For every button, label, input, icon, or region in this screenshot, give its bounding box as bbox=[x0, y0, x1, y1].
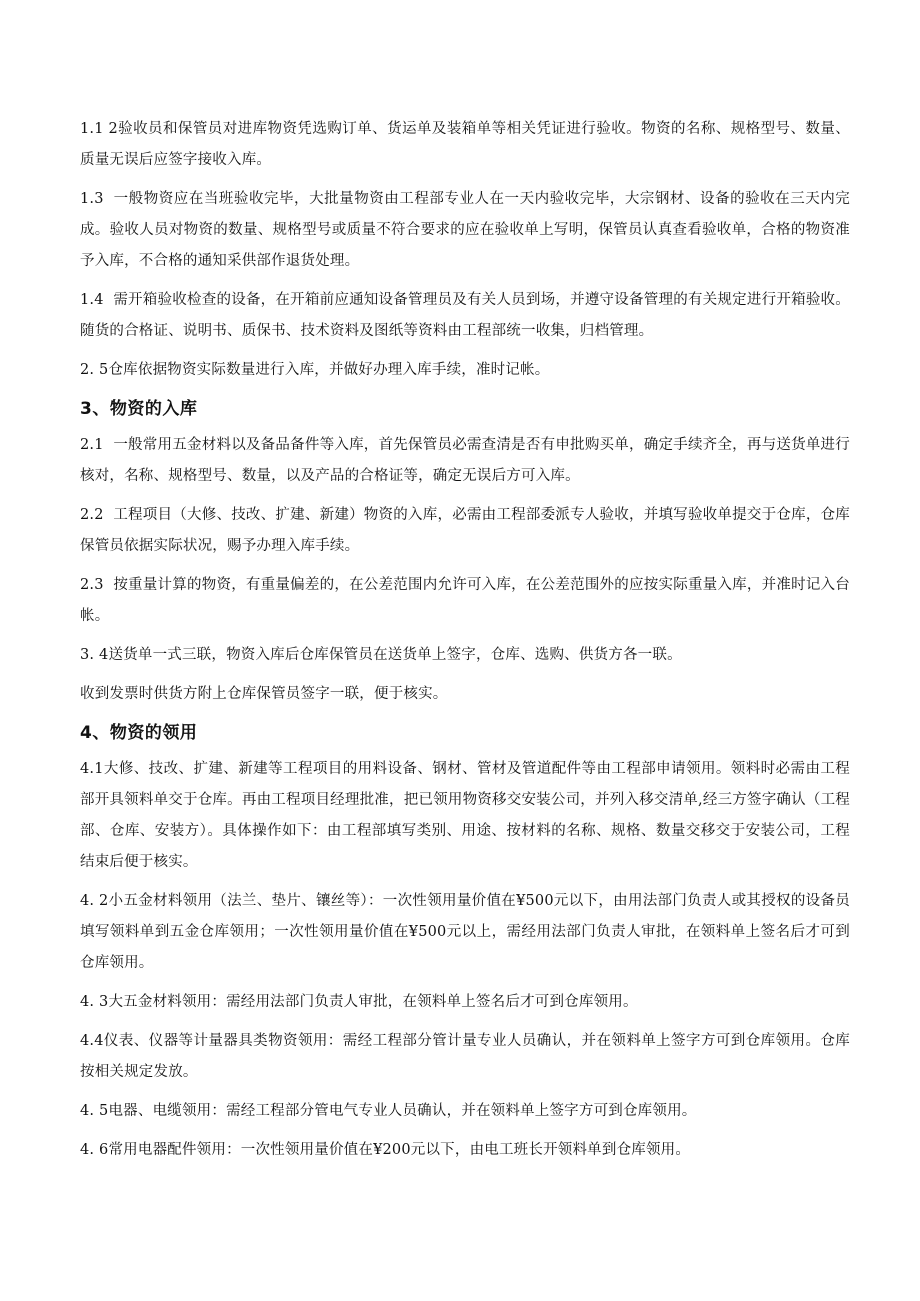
document-body bbox=[80, 114, 850, 1174]
paragraph-1-3 bbox=[80, 184, 850, 277]
paragraph-4-5 bbox=[80, 1096, 850, 1127]
paragraph-text: 工程项目（大修、技改、扩建、新建）物资的入库，必需由工程部委派专人验收，并填写验收单提交于仓库，仓库保管员依据实际状况，赐予办理入库手续。 bbox=[80, 507, 850, 554]
paragraph-3-4 bbox=[80, 640, 850, 671]
paragraph-text: 电器、电缆领用：需经工程部分管电气专业人员确认，并在领料单上签字方可到仓库领用。 bbox=[108, 1103, 697, 1119]
paragraph-number: 4. 2 bbox=[80, 893, 109, 909]
paragraph-number: 3. 4 bbox=[80, 647, 109, 663]
paragraph-4-4 bbox=[80, 1026, 850, 1088]
paragraph-text: 一般常用五金材料以及备品备件等入库，首先保管员必需查清是否有申批购买单，确定手续齐全，再与送货单进行核对，名称、规格型号、数量，以及产品的合格证等，确定无误后方可入库。 bbox=[80, 437, 850, 484]
paragraph-2-3 bbox=[80, 570, 850, 632]
paragraph-text: 仓库依据物资实际数量进行入库，并做好办理入库手续，准时记帐。 bbox=[108, 362, 550, 378]
paragraph-text: 大修、技改、扩建、新建等工程项目的用料设备、钢材、管材及管道配件等由工程部申请领用。领料时必需由工程部开具领料单交于仓库。再由工程项目经理批准，把已领用物资移交安装公司，并列入移交清单,经三方签字确认（工程部、仓库、安装方）。具体操作如下：由工程部填写类别、用途、按材料的名称、规格、数量交移交于安装公司，工程结束后便于核实。 bbox=[80, 761, 850, 870]
paragraph-number: 4.4 bbox=[80, 1033, 104, 1049]
paragraph-number: 2.3 bbox=[80, 577, 109, 593]
section-number: 3 bbox=[80, 399, 93, 419]
section-number: 4 bbox=[80, 723, 93, 743]
section-heading-4 bbox=[80, 718, 850, 748]
paragraph-text: 大五金材料领用：需经用法部门负责人审批，在领料单上签名后才可到仓库领用。 bbox=[108, 994, 638, 1010]
paragraph-number: 4. 5 bbox=[80, 1103, 109, 1119]
paragraph-4-3 bbox=[80, 987, 850, 1018]
paragraph-number: 4. 3 bbox=[80, 994, 109, 1010]
paragraph-text: 小五金材料领用（法兰、垫片、镶丝等）：一次性领用量价值在¥500元以下，由用法部门负责人或其授权的设备员填写领料单到五金仓库领用；一次性领用量价值在¥500元以上，需经用法部门负责人审批，在领料单上签名后才可到仓库领用。 bbox=[80, 893, 850, 971]
paragraph-number: 4. 6 bbox=[80, 1142, 109, 1158]
paragraph-2-1 bbox=[80, 430, 850, 492]
paragraph-number: 2.2 bbox=[80, 507, 109, 523]
paragraph-text: 按重量计算的物资，有重量偏差的，在公差范围内允许可入库，在公差范围外的应按实际重量入库，并准时记入台帐。 bbox=[80, 577, 850, 624]
paragraph-4-2 bbox=[80, 886, 850, 979]
section-heading-3 bbox=[80, 394, 850, 424]
paragraph-text: 需开箱验收检查的设备，在开箱前应通知设备管理员及有关人员到场，并遵守设备管理的有关规定进行开箱验收。随货的合格证、说明书、质保书、技术资料及图纸等资料由工程部统一收集，归档管理。 bbox=[80, 292, 850, 339]
paragraph-text: 仪表、仪器等计量器具类物资领用：需经工程部分管计量专业人员确认，并在领料单上签字方可到仓库领用。仓库按相关规定发放。 bbox=[80, 1033, 850, 1080]
paragraph-text: 验收员和保管员对进库物资凭选购订单、货运单及装箱单等相关凭证进行验收。物资的名称、规格型号、数量、质量无误后应签字接收入库。 bbox=[80, 121, 850, 168]
paragraph-4-1 bbox=[80, 754, 850, 878]
paragraph-2-2 bbox=[80, 500, 850, 562]
paragraph-number: 1.4 bbox=[80, 292, 109, 308]
paragraph-number: 1.1 2 bbox=[80, 121, 118, 137]
paragraph-1-1-2 bbox=[80, 114, 850, 176]
paragraph-number: 1.3 bbox=[80, 191, 109, 207]
paragraph-text: 一般物资应在当班验收完毕，大批量物资由工程部专业人在一天内验收完毕，大宗钢材、设备的验收在三天内完成。验收人员对物资的数量、规格型号或质量不符合要求的应在验收单上写明，保管员认真查看验收单，合格的物资准予入库，不合格的通知采供部作退货处理。 bbox=[80, 191, 851, 269]
paragraph-invoice-note bbox=[80, 679, 850, 710]
paragraph-text: 收到发票时供货方附上仓库保管员签字一联，便于核实。 bbox=[80, 686, 448, 702]
paragraph-number: 4.1 bbox=[80, 761, 104, 777]
paragraph-1-4 bbox=[80, 285, 850, 347]
paragraph-text: 常用电器配件领用：一次性领用量价值在¥200元以下，由电工班长开领料单到仓库领用。 bbox=[108, 1142, 691, 1158]
paragraph-4-6 bbox=[80, 1135, 850, 1166]
paragraph-2-5 bbox=[80, 355, 850, 386]
paragraph-text: 送货单一式三联，物资入库后仓库保管员在送货单上签字，仓库、选购、供货方各一联。 bbox=[108, 647, 682, 663]
paragraph-number: 2. 5 bbox=[80, 362, 109, 378]
section-title: 、物资的领用 bbox=[92, 723, 198, 743]
section-title: 、物资的入库 bbox=[92, 399, 198, 419]
paragraph-number: 2.1 bbox=[80, 437, 109, 453]
